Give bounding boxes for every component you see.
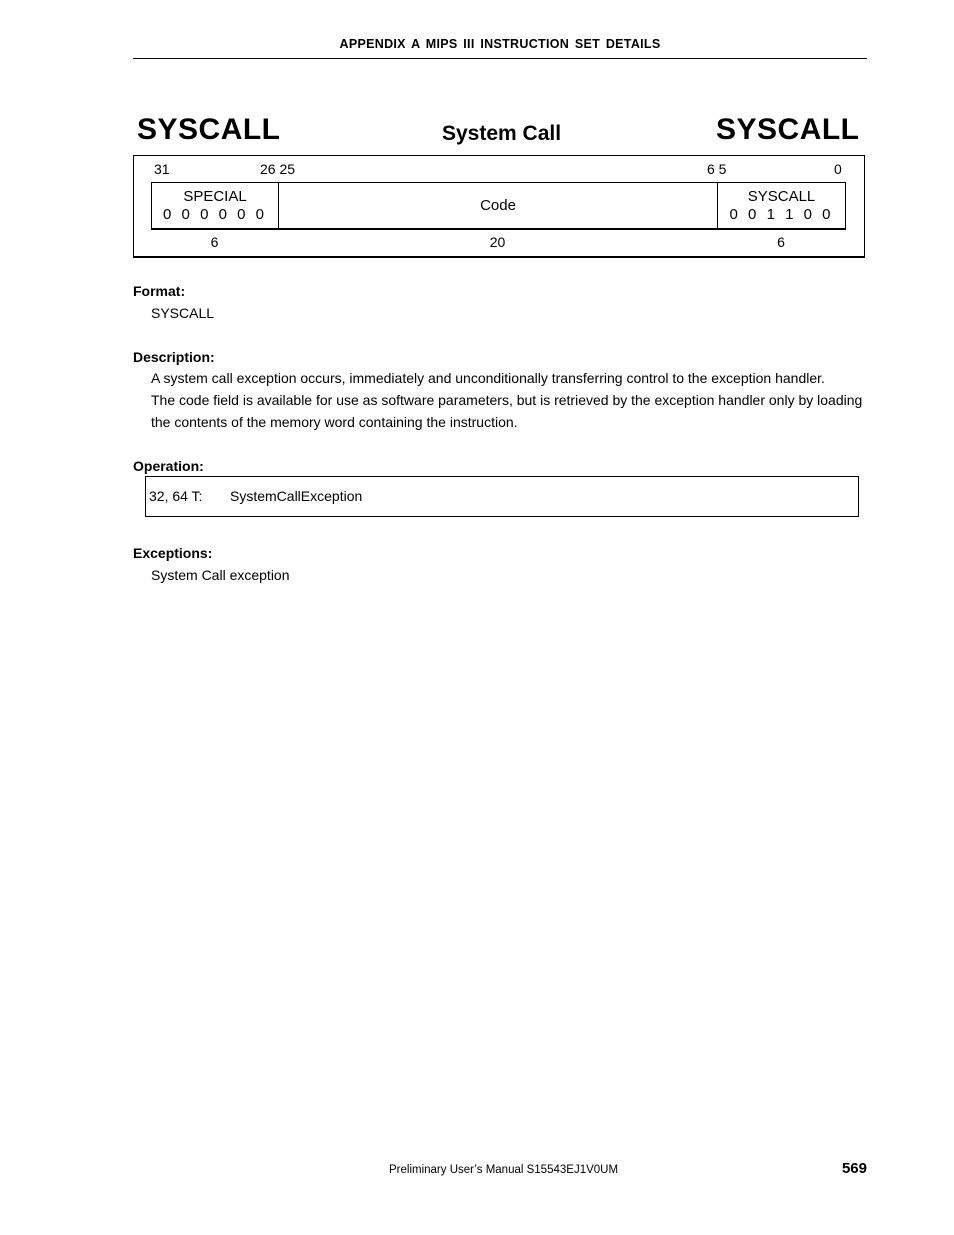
operation-condition: 32, 64 T:	[149, 488, 203, 504]
mnemonic-left: SYSCALL	[137, 113, 281, 146]
running-head: APPENDIX A MIPS III INSTRUCTION SET DETAILS	[339, 37, 661, 51]
field-code	[279, 183, 718, 228]
field-width-special: 6	[210, 234, 219, 250]
field-width-syscall: 6	[777, 234, 785, 250]
encoding-fields	[151, 182, 846, 230]
exceptions-heading: Exceptions:	[133, 545, 213, 561]
bit-number-26-25: 26 25	[260, 161, 296, 177]
field-syscall-bits: 0 0 1 1 0 0	[729, 205, 834, 223]
operation-box	[145, 476, 859, 517]
field-width-code: 20	[489, 234, 506, 250]
operation-heading: Operation:	[133, 458, 204, 474]
field-syscall-name: SYSCALL	[747, 187, 816, 205]
operation-statement: SystemCallException	[230, 488, 363, 504]
description-body	[151, 367, 867, 433]
description-heading: Description:	[133, 349, 215, 365]
instruction-title: System Call	[442, 122, 562, 145]
mnemonic-right: SYSCALL	[716, 113, 860, 146]
bit-number-0: 0	[834, 161, 842, 177]
description-line-1: A system call exception occurs, immediately and unconditionally transferring control to the exception handler.	[151, 370, 825, 386]
format-heading: Format:	[133, 283, 186, 299]
bit-number-31: 31	[154, 161, 170, 177]
field-special	[152, 183, 279, 228]
exceptions-text: System Call exception	[151, 567, 290, 583]
page-number: 569	[841, 1160, 867, 1177]
description-line-3: the contents of the memory word containing the instruction.	[151, 414, 518, 430]
field-syscall	[718, 183, 845, 228]
field-special-name: SPECIAL	[183, 187, 247, 205]
field-special-bits: 0 0 0 0 0 0	[163, 205, 267, 223]
header-rule	[133, 58, 867, 59]
format-text: SYSCALL	[151, 305, 215, 321]
field-code-name: Code	[480, 196, 516, 214]
bit-number-6-5: 6 5	[707, 161, 727, 177]
footer-manual-id: Preliminary User’s Manual S15543EJ1V0UM	[389, 1164, 619, 1176]
description-line-2: The code field is available for use as software parameters, but is retrieved by the exception handler only by loading	[151, 392, 863, 408]
